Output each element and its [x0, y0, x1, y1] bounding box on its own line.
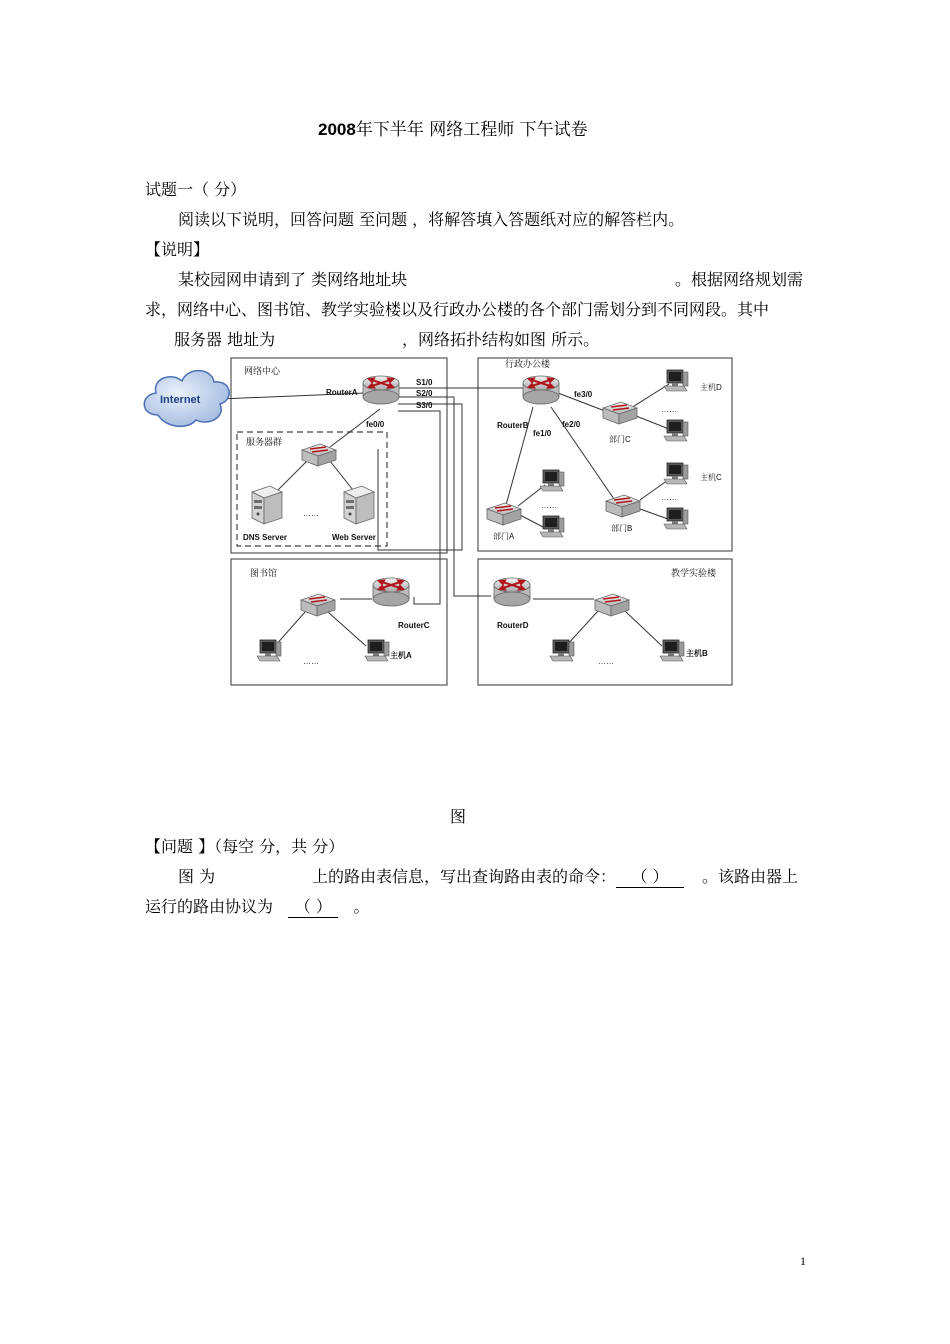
host-c2-icon	[664, 508, 688, 529]
description-line-2: 求，网络中心、图书馆、教学实验楼以及行政办公楼的各个部门需划分到不同网段。其中	[145, 300, 770, 319]
internet-label: Internet	[160, 394, 201, 406]
router-b-label: RouterB	[497, 421, 529, 430]
server-dots: ……	[303, 509, 319, 518]
router-a-icon	[363, 376, 399, 404]
dept-b-switch-icon	[606, 495, 640, 517]
description-line-1a: 某校园网申请到了 类网络地址块	[178, 270, 408, 289]
lab-dots: ……	[598, 657, 614, 666]
section-description-heading: 【说明】	[145, 240, 210, 259]
web-server-label: Web Server	[332, 533, 376, 542]
host-b-label: 主机B	[686, 649, 708, 658]
network-center-label: 网络中心	[244, 366, 281, 376]
host-b-icon	[660, 640, 684, 661]
question-heading: 【问题 】（每空 分，共 分）	[145, 837, 345, 856]
port-fe1-0-label: fe1/0	[533, 429, 552, 438]
answer-blank-1[interactable]: （ ）	[616, 867, 684, 888]
router-d-icon	[494, 578, 530, 606]
router-a-label: RouterA	[326, 388, 358, 397]
host-c-dots: ……	[661, 493, 677, 502]
port-s2-0-label: S2/0	[416, 389, 433, 398]
dept-a-switch-icon	[487, 503, 521, 525]
dept-a-label: 部门A	[493, 532, 515, 541]
lab-host1-icon	[550, 640, 574, 661]
router-c-label: RouterC	[398, 621, 430, 630]
router-b-icon	[523, 376, 559, 404]
router-d-label: RouterD	[497, 621, 529, 630]
host-d1-icon	[664, 370, 688, 391]
dept-a-dots: ……	[541, 501, 557, 510]
port-s1-0-label: S1/0	[416, 378, 433, 387]
port-fe3-0-label: fe3/0	[574, 390, 593, 399]
host-d-label: 主机D	[700, 383, 722, 392]
host-d2-icon	[664, 420, 688, 441]
host-d-dots: ……	[661, 405, 677, 414]
description-line-3a: 服务器 地址为	[174, 330, 276, 349]
instruction-text: 阅读以下说明，回答问题 至问题 ，将解答填入答题纸对应的解答栏内。	[178, 210, 685, 229]
library-dots: ……	[303, 657, 319, 666]
question-line-1a: 图 为	[178, 867, 216, 886]
port-fe2-0-label: fe2/0	[562, 420, 581, 429]
library-host1-icon	[257, 640, 281, 661]
figure-caption: 图	[450, 807, 467, 826]
library-label: 图书馆	[250, 568, 278, 578]
lab-switch-icon	[595, 594, 629, 616]
host-c-label: 主机C	[700, 473, 722, 482]
description-line-1b: 。根据网络规划需	[675, 270, 804, 289]
port-fe0-0-label: fe0/0	[366, 420, 385, 429]
dept-c-switch-icon	[603, 402, 637, 424]
question-line-1b: 上的路由表信息，写出查询路由表的命令： （ ）	[312, 867, 684, 888]
host-a-label: 主机A	[390, 651, 412, 660]
answer-blank-2[interactable]: （ ）	[288, 897, 338, 918]
port-s3-0-label: S3/0	[416, 401, 433, 410]
page-number: 1	[800, 1254, 806, 1268]
page-title: 2008年下半年 网络工程师 下午试卷	[318, 120, 588, 140]
question-line-2: 运行的路由协议为 （ ） 。	[145, 897, 370, 916]
admin-building-box	[478, 358, 732, 551]
dept-c-label: 部门C	[609, 435, 631, 444]
host-a-icon	[365, 640, 389, 661]
admin-building-label: 行政办公楼	[505, 359, 551, 369]
dept-a-host2-icon	[540, 516, 564, 537]
web-server-icon	[344, 486, 374, 524]
host-c1-icon	[664, 463, 688, 484]
router-c-icon	[373, 578, 409, 606]
lab-building-label: 教学实验楼	[671, 568, 717, 578]
dept-a-host1-icon	[540, 470, 564, 491]
dns-server-label: DNS Server	[243, 533, 288, 542]
library-switch-icon	[301, 594, 335, 616]
description-line-3b: ，网络拓扑结构如图 所示。	[402, 330, 600, 349]
dns-server-icon	[252, 486, 282, 524]
question-line-1c: 。该路由器上	[702, 867, 799, 886]
dept-b-label: 部门B	[611, 524, 633, 533]
server-group-label: 服务器群	[246, 437, 283, 447]
question-one-heading: 试题一（ 分）	[145, 180, 247, 199]
